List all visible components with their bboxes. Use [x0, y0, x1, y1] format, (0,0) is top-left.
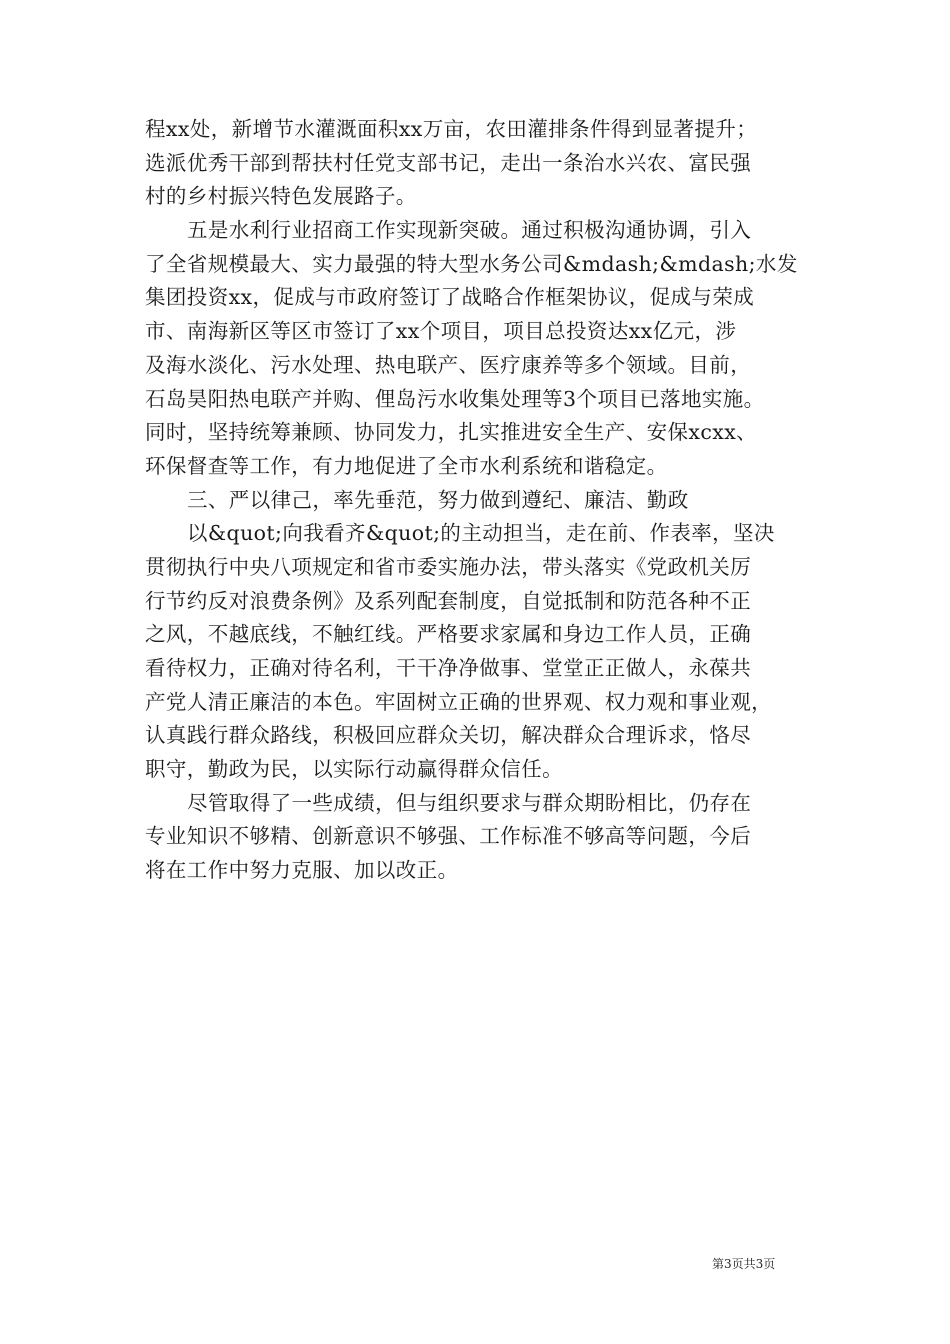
- text-line: 集团投资xx，促成与市政府签订了战略合作框架协议，促成与荣成: [145, 285, 755, 310]
- text-line: 尽管取得了一些成绩，但与组织要求与群众期盼相比，仍存在: [187, 790, 752, 815]
- page-number-footer: 第3页共3页: [712, 1257, 776, 1271]
- text-line: 看待权力，正确对待名利，干干净净做事、堂堂正正做人，永葆共: [145, 656, 752, 680]
- document-body: [145, 113, 825, 888]
- text-line: 以&quot;向我看齐&quot;的主动担当，走在前、作表率，坚决: [187, 521, 775, 546]
- text-line: 石岛昊阳热电联产并购、俚岛污水收集处理等3个项目已落地实施。: [145, 386, 765, 411]
- text-line: 五是水利行业招商工作实现新突破。通过积极沟通协调，引入: [187, 218, 752, 243]
- text-line: 同时，坚持统筹兼顾、协同发力，扎实推进安全生产、安保xcxx、: [145, 420, 758, 445]
- text-line: 将在工作中努力克服、加以改正。: [145, 858, 459, 883]
- text-line: 专业知识不够精、创新意识不够强、工作标准不够高等问题，今后: [145, 824, 752, 849]
- text-line: 及海水淡化、污水处理、热电联产、医疗康养等多个领域。目前，: [145, 352, 752, 377]
- text-line: 产党人清正廉洁的本色。牢固树立正确的世界观、权力观和事业观，: [145, 689, 772, 714]
- text-line: 选派优秀干部到帮扶村任党支部书记，走出一条治水兴农、富民强: [145, 150, 752, 175]
- text-line: 职守，勤政为民，以实际行动赢得群众信任。: [145, 757, 563, 782]
- text-line: 贯彻执行中央八项规定和省市委实施办法，带头落实《党政机关厉: [145, 554, 752, 579]
- text-line: 村的乡村振兴特色发展路子。: [145, 184, 417, 209]
- text-line: 市、南海新区等区市签订了xx个项目，项目总投资达xx亿元，涉: [145, 319, 737, 344]
- text-line: 三、严以律己，率先垂范，努力做到遵纪、廉洁、勤政: [187, 487, 689, 512]
- text-line: 了全省规模最大、实力最强的特大型水务公司&mdash;&mdash;水发: [145, 251, 798, 276]
- text-line: 行节约反对浪费条例》及系列配套制度，自觉抵制和防范各种不正: [145, 588, 752, 613]
- text-line: 环保督查等工作，有力地促进了全市水利系统和谐稳定。: [145, 453, 668, 478]
- text-line: 程xx处，新增节水灌溉面积xx万亩，农田灌排条件得到显著提升；: [145, 117, 758, 141]
- text-line: 认真践行群众路线，积极回应群众关切，解决群众合理诉求，恪尽: [145, 723, 752, 748]
- text-line: 之风，不越底线，不触红线。严格要求家属和身边工作人员，正确: [145, 622, 752, 647]
